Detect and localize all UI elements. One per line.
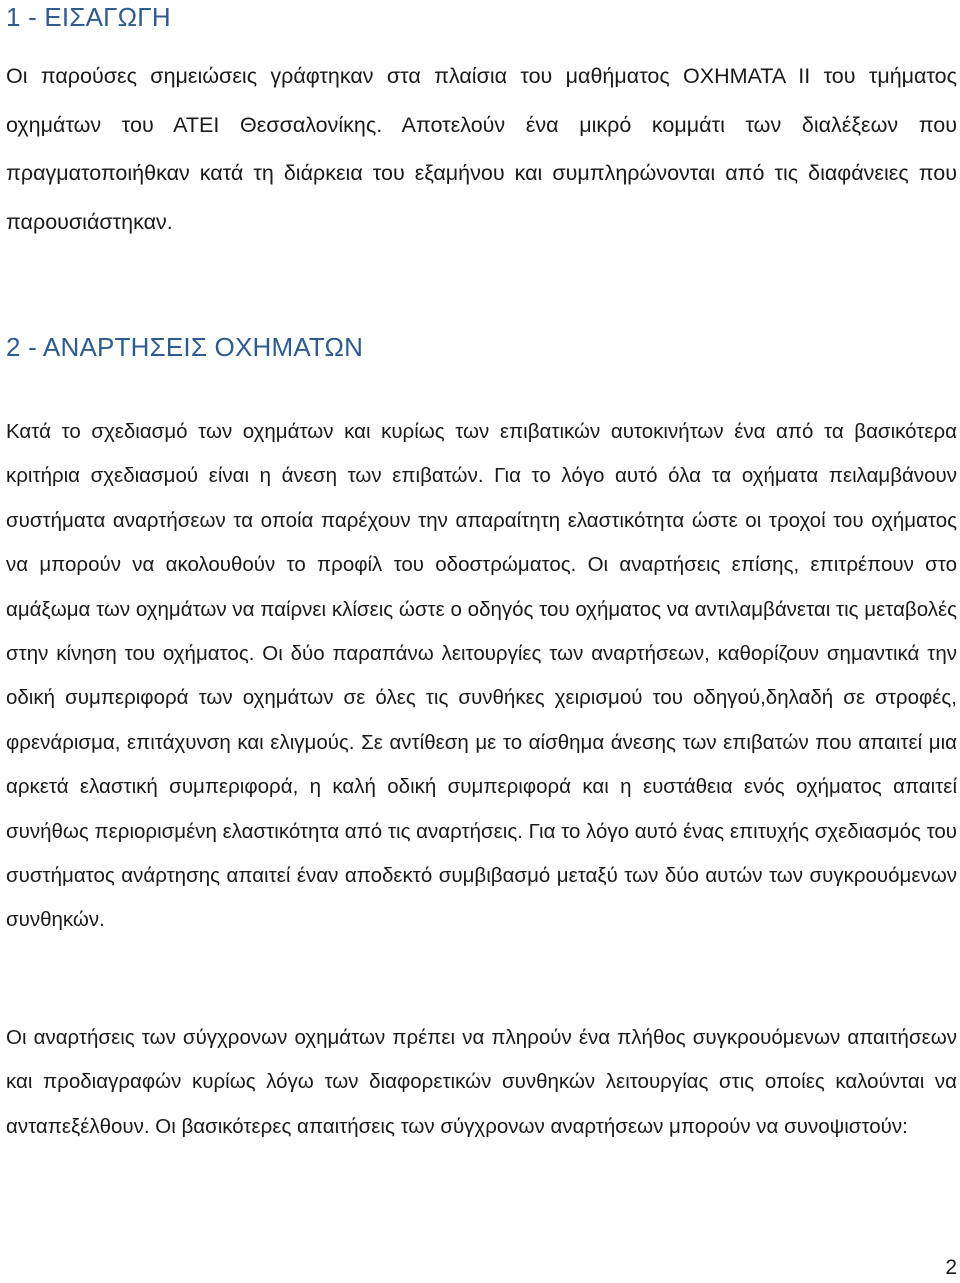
page-number: 2 — [945, 1256, 957, 1279]
section-1-paragraph: Οι παρούσες σημειώσεις γράφτηκαν στα πλαίσια του μαθήματος ΟΧΗΜΑΤΑ ΙΙ του τμήματος οχημάτων του ΑΤΕΙ Θεσσαλονίκης. Αποτελούν ένα μικρό κομμάτι των διαλέξεων που πραγματοποιήθκαν κατά τη διάρκεια του εξαμήνου και συμπληρώνονται από τις διαφάνειες που παρουσιάστηκαν. — [6, 64, 957, 234]
section-2-paragraph-2: Οι αναρτήσεις των σύγχρονων οχημάτων πρέπει να πληρούν ένα πλήθος συγκρουόμενων απαιτήσεων και προδιαγραφών κυρίως λόγω των διαφορετικών συνθηκών λειτουργίας στις οποίες καλούνται να ανταπεξέλθουν. Οι βασικότερες απαιτήσεις των σύγχρονων αναρτήσεων μπορούν να συνοψιστούν: — [6, 1026, 957, 1138]
section-2-paragraph-1: Κατά το σχεδιασμό των οχημάτων και κυρίως των επιβατικών αυτοκινήτων ένα από τα βασικότερα κριτήρια σχεδιασμού είναι η άνεση των επιβατών. Για το λόγο αυτό όλα τα οχήματα πειλαμβάνουν συστήματα αναρτήσεων τα οποία παρέχουν την απαραίτητη ελαστικότητα ώστε οι τροχοί του οχήματος να μπορούν να ακολουθούν το προφίλ του οδοστρώματος. Οι αναρτήσεις επίσης, επιτρέπουν στο αμάξωμα των οχημάτων να παίρνει κλίσεις ώστε ο οδηγός του οχήματος να αντιλαμβάνεται τις μεταβολές στην κίνηση του οχήματος. Οι δύο παραπάνω λειτουργίες των αναρτήσεων, καθορίζουν σημαντικά την οδική συμπεριφορά των οχημάτων σε όλες τις συνθήκες χειρισμού του οδηγού,δηλαδή σε στροφές, φρενάρισμα, επιτάχυνση και ελιγμούς. Σε αντίθεση με το αίσθημα άνεσης των επιβατών που απαιτεί μια αρκετά ελαστική συμπεριφορά, η καλή οδική συμπεριφορά και η ευστάθεια ενός οχήματος απαιτεί συνήθως περιορισμένη ελαστικότητα από τις αναρτήσεις. Για το λόγο αυτό ένας επιτυχής σχεδιασμός του συστήματος ανάρτησης απαιτεί έναν αποδεκτό συμβιβασμό μεταξύ των δύο αυτών των συγκρουόμενων συνθηκών. — [6, 420, 957, 932]
section-1-heading: 1 - ΕΙΣΑΓΩΓΗ — [6, 2, 171, 32]
section-2-heading: 2 - ΑΝΑΡΤΗΣΕΙΣ ΟΧΗΜΑΤΩΝ — [6, 332, 364, 362]
